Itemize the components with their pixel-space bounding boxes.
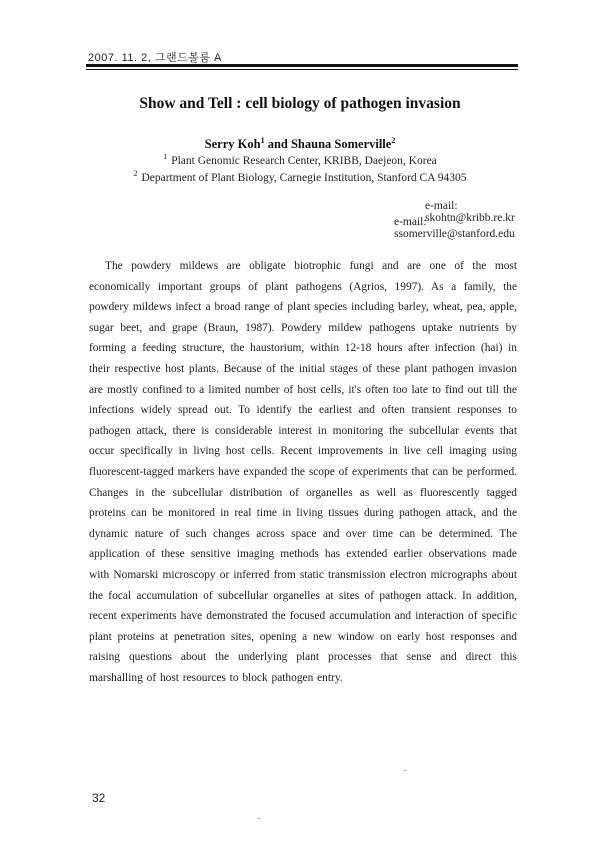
running-head: 2007. 11. 2, 그랜드볼룸 A (88, 52, 222, 64)
author-conjunction: and (267, 137, 288, 151)
author-name: Shauna Somerville (290, 137, 392, 151)
paper-title: Show and Tell : cell biology of pathogen invasion (139, 95, 461, 112)
affiliation-text: Plant Genomic Research Center, KRIBB, Daejeon, Korea (171, 155, 437, 167)
scan-speck (258, 818, 260, 819)
affiliation-mark: 2 (391, 135, 396, 145)
scan-speck (404, 770, 406, 771)
author-name: Serry Koh (204, 137, 261, 151)
affiliation-2 (0, 169, 600, 184)
header-rule-thick (86, 64, 518, 67)
header-rule-thin (86, 69, 518, 70)
page-number: 32 (92, 791, 106, 805)
affiliation-mark: 1 (163, 152, 168, 162)
affiliation-mark: 1 (260, 135, 265, 145)
affiliation-mark: 2 (133, 169, 138, 179)
affiliation-text: Department of Plant Biology, Carnegie Institution, Stanford CA 94305 (141, 172, 467, 184)
email-2: e-mail: ssomerville@stanford.edu (394, 216, 515, 240)
abstract-paragraph: The powdery mildews are obligate biotrophic fungi and are one of the most economically important groups of plant pathogens (Agrios, 1997). As a family, the powdery mildews infect a broad range of plant species including barley, wheat, pea, apple, sugar beet, and grape (Braun, 1987). Powdery mildew pathogens uptake nutrients by forming a feeding structure, the haustorium, within 12-18 hours after infection (hai) in their respective host plants. Because of the initial stages of these plant pathogen invasion are mostly confined to a limited number of host cells, it's often too late to find out till the infections widely spread out. To identify the earliest and often transient responses to pathogen attack, there is considerable interest in monitoring the subcellular events that occur specifically in living host cells. Recent improvements in live cell imaging using fluorescent-tagged markers have expanded the scope of experiments that can be performed. Changes in the subcellular distribution of organelles as well as fluorescently tagged proteins can be monitored in real time in living tissues during pathogen attack, and the dynamic nature of such changes across space and over time can be determined. The application of these sensitive imaging methods has extended earlier observations made with Nomarski microscopy or inferred from static transmission electron micrographs about the focal accumulation of subcellular organelles at sites of pathogen attack. In addition, recent experiments have demonstrated the focused accumulation and interaction of specific plant proteins at penetration sites, opening a new window on early host responses and raising questions about the underlying plant processes that sense and direct this marshalling of host resources to block pathogen entry. (89, 260, 517, 684)
author-line (0, 137, 600, 152)
affiliation-1 (0, 152, 600, 167)
email-1: e-mail: skohtn@kribb.re.kr (425, 200, 515, 224)
